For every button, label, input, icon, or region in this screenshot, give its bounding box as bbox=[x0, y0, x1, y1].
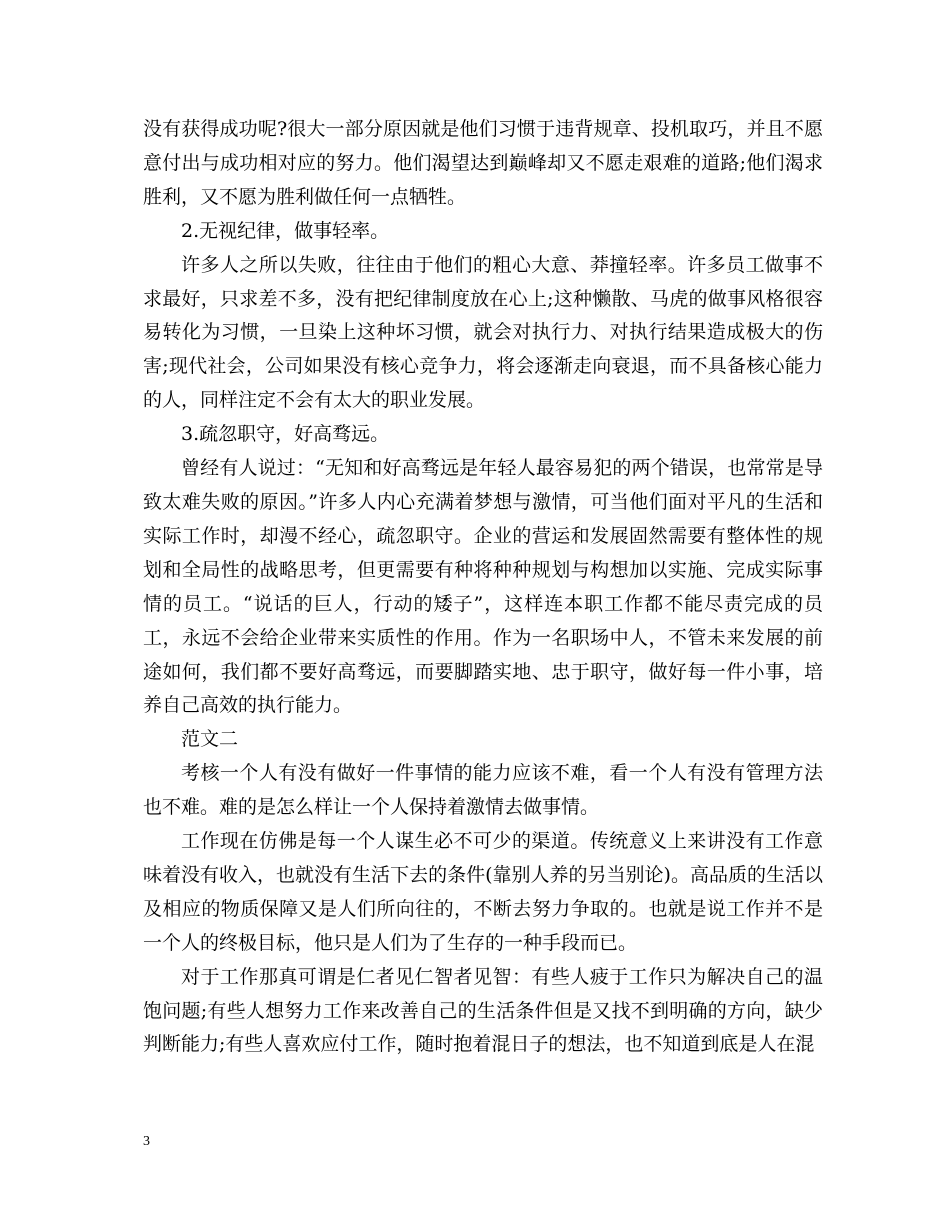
paragraph-point-3: 曾经有人说过：“无知和好高骛远是年轻人最容易犯的两个错误，也常常是导致太难失败的原因。”许多人内心充满着梦想与激情，可当他们面对平凡的生活和实际工作时，却漫不经心，疏忽职守。企业的营运和发展固然需要有整体性的规划和全局性的战略思考，但更需要有种将种种规划与构想加以实施、完成实际事情的员工。“说话的巨人，行动的矮子”，这样连本职工作都不能尽责完成的员工，永远不会给企业带来实质性的作用。作为一名职场中人，不管未来发展的前途如何，我们都不要好高骛远，而要脚踏实地、忠于职守，做好每一件小事，培养自己高效的执行能力。 bbox=[143, 457, 823, 717]
paragraph-point-2: 许多人之所以失败，往往由于他们的粗心大意、莽撞轻率。许多员工做事不求最好，只求差不多，没有把纪律制度放在心上;这种懒散、马虎的做事风格很容易转化为习惯，一旦染上这种坏习惯，就会对执行力、对执行结果造成极大的伤害;现代社会，公司如果没有核心竞争力，将会逐渐走向衰退，而不具备核心能力的人，同样注定不会有太大的职业发展。 bbox=[143, 253, 823, 412]
paragraph-sample-2-intro: 考核一个人有没有做好一件事情的能力应该不难，看一个人有没有管理方法也不难。难的是怎么样让一个人保持着激情去做事情。 bbox=[143, 762, 823, 819]
paragraph-sample-2-views: 对于工作那真可谓是仁者见仁智者见智：有些人疲于工作只为解决自己的温饱问题;有些人想努力工作来改善自己的生活条件但是又找不到明确的方向，缺少判断能力;有些人喜欢应付工作，随时抱着混日子的想法，也不知道到底是人在混 bbox=[143, 965, 823, 1056]
paragraph-sample-2-work: 工作现在仿佛是每一个人谋生必不可少的渠道。传统意义上来讲没有工作意味着没有收入，也就没有生活下去的条件(靠别人养的另当别论)。高品质的生活以及相应的物质保障又是人们所向往的，不断去努力争取的。也就是说工作并不是一个人的终极目标，他只是人们为了生存的一种手段而已。 bbox=[143, 830, 823, 954]
page-number: 3 bbox=[143, 1134, 150, 1149]
section-heading-sample-2: 范文二 bbox=[181, 728, 239, 751]
heading-point-2: 2.无视纪律，做事轻率。 bbox=[181, 219, 390, 242]
heading-point-3: 3.疏忽职守，好高骛远。 bbox=[181, 423, 390, 446]
paragraph-continuation: 没有获得成功呢?很大一部分原因就是他们习惯于违背规章、投机取巧，并且不愿意付出与成功相对应的努力。他们渴望达到巅峰却又不愿走艰难的道路;他们渴求胜利，又不愿为胜利做任何一点牺牲。 bbox=[143, 118, 823, 208]
document-body bbox=[143, 113, 823, 1062]
